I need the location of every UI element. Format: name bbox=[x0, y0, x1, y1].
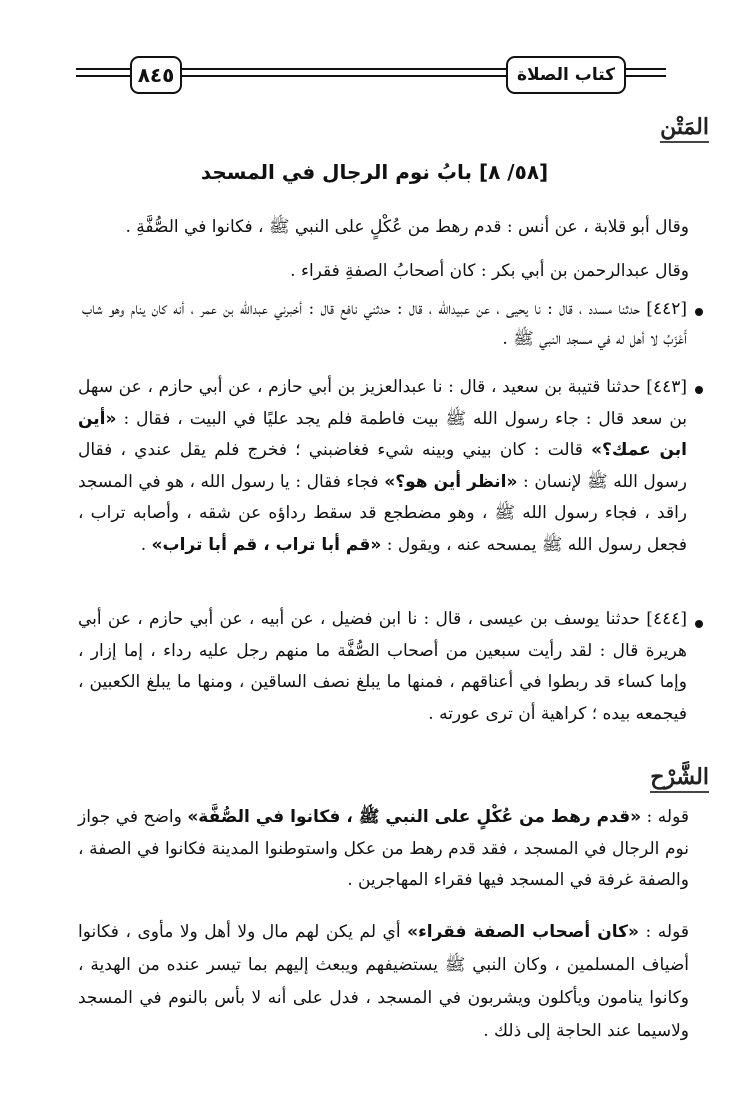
bullet-icon bbox=[695, 308, 705, 318]
sharh-1-lead: قوله : bbox=[641, 807, 689, 827]
quote-abu-turab: «قم أبا تراب ، قم أبا تراب» bbox=[151, 534, 382, 555]
sharh-paragraph-2 bbox=[78, 916, 689, 1048]
header-rule-mid-top bbox=[180, 68, 508, 70]
bullet-icon bbox=[695, 386, 705, 396]
sharh-2-lead: قوله : bbox=[638, 922, 689, 942]
quote-look-where: «انظر أين هو؟» bbox=[384, 471, 518, 492]
hadith-444: [٤٤٤] حدثنا يوسف بن عيسى ، قال : نا ابن فضيل ، عن أبيه ، عن أبي حازم ، عن أبي هريرة قال : لقد رأيت سبعين من أصحاب الصُّفَّة ما منهم رجل عليه رداء ، إما إزار ، وإما كساء قد ربطوا في أعناقهم ، فمنها ما يبلغ نصف الساقين ، ومنها ما يبلغ الكعبين ، فيجمعه بيده ؛ كراهية أن ترى عورته . bbox=[78, 609, 687, 724]
matn-section-mark: المَتْن bbox=[660, 114, 709, 140]
header-rule-mid-bottom bbox=[180, 75, 508, 77]
header-rule-right-top bbox=[624, 68, 666, 70]
sharh-2-text: أي لم يكن لهم مال ولا أهل ولا مأوى ، فكانوا أضياف المسلمين ، وكان النبي ﷺ يستضيفهم ويبعث إليهم بما تيسر عنده من الهدية ، وكانوا ينامون ويأكلون ويشربون في المسجد ، فدل على أنه لا بأس بالنوم في المسجد ولاسيما عند الحاجة إلى ذلك . bbox=[78, 922, 689, 1041]
sharh-1-quote: «قدم رهط من عُكْلٍ على النبي ﷺ ، فكانوا في الصُّفَّة» bbox=[187, 807, 642, 827]
header-rule-left-top bbox=[76, 68, 132, 70]
hadith-442: [٤٤٢] حدثنا مسدد ، قال : نا يحيى ، عن عبيدالله ، قال : حدثني نافع قال : أخبرني عبدالله بن عمر ، أنه كان ينام وهو شاب أَعْزَبُ لا أهل له في مسجد النبي ﷺ . bbox=[82, 299, 687, 349]
hadith-443-end: . bbox=[140, 534, 152, 555]
hadith-443-text-a: [٤٤٣] حدثنا قتيبة بن سعيد ، قال : نا عبدالعزيز بن أبي حازم ، عن أبي حازم ، عن سهل بن سعد قال : جاء رسول الله ﷺ بيت فاطمة فلم يجد عليًا في البيت ، فقال : bbox=[78, 377, 687, 429]
page-number: ٨٤٥ bbox=[130, 56, 182, 94]
chapter-header: كتاب الصلاة bbox=[506, 56, 626, 94]
hadith-443 bbox=[78, 372, 687, 561]
matn-intro-1: وقال أبو قلابة ، عن أنس : قدم رهط من عُكْلٍ على النبي ﷺ ، فكانوا في الصُّفَّةِ . bbox=[125, 217, 689, 237]
header-rule-right-bottom bbox=[624, 75, 666, 77]
hadith-443-text-c: فجاء فقال : يا رسول الله ، هو في المسجد راقد ، فجاء رسول الله ﷺ ، وهو مضطجع قد سقط رداؤه عن شقه ، وأصابه تراب ، فجعل رسول الله ﷺ يمسحه عنه ، ويقول : bbox=[78, 471, 687, 555]
sharh-2-quote: «كان أصحاب الصفة فقراء» bbox=[407, 922, 639, 942]
hadith-443-text-b: قالت : كان بيني وبينه شيء فغاضبني ؛ فخرج فلم يقل عندي ، فقال رسول الله ﷺ لإنسان : bbox=[78, 440, 688, 492]
quote-where-cousin: «أين ابن عمك؟» bbox=[78, 408, 687, 460]
sharh-paragraph-1 bbox=[78, 802, 689, 897]
chapter-title: [٥٨/ ٨] بابُ نوم الرجال في المسجد bbox=[200, 160, 549, 184]
matn-intro-2: وقال عبدالرحمن بن أبي بكر : كان أصحابُ الصفةِ فقراء . bbox=[290, 261, 689, 281]
bullet-icon bbox=[695, 620, 705, 630]
header-rule-left-bottom bbox=[76, 75, 132, 77]
sharh-1-text: واضح في جواز نوم الرجال في المسجد ، فقد قدم رهط من عكل واستوطنوا المدينة فكانوا في الصفة ، والصفة غرفة في المسجد فيها فقراء المهاجرين . bbox=[78, 807, 689, 890]
sharh-section-mark: الشَّرْح bbox=[650, 764, 709, 790]
